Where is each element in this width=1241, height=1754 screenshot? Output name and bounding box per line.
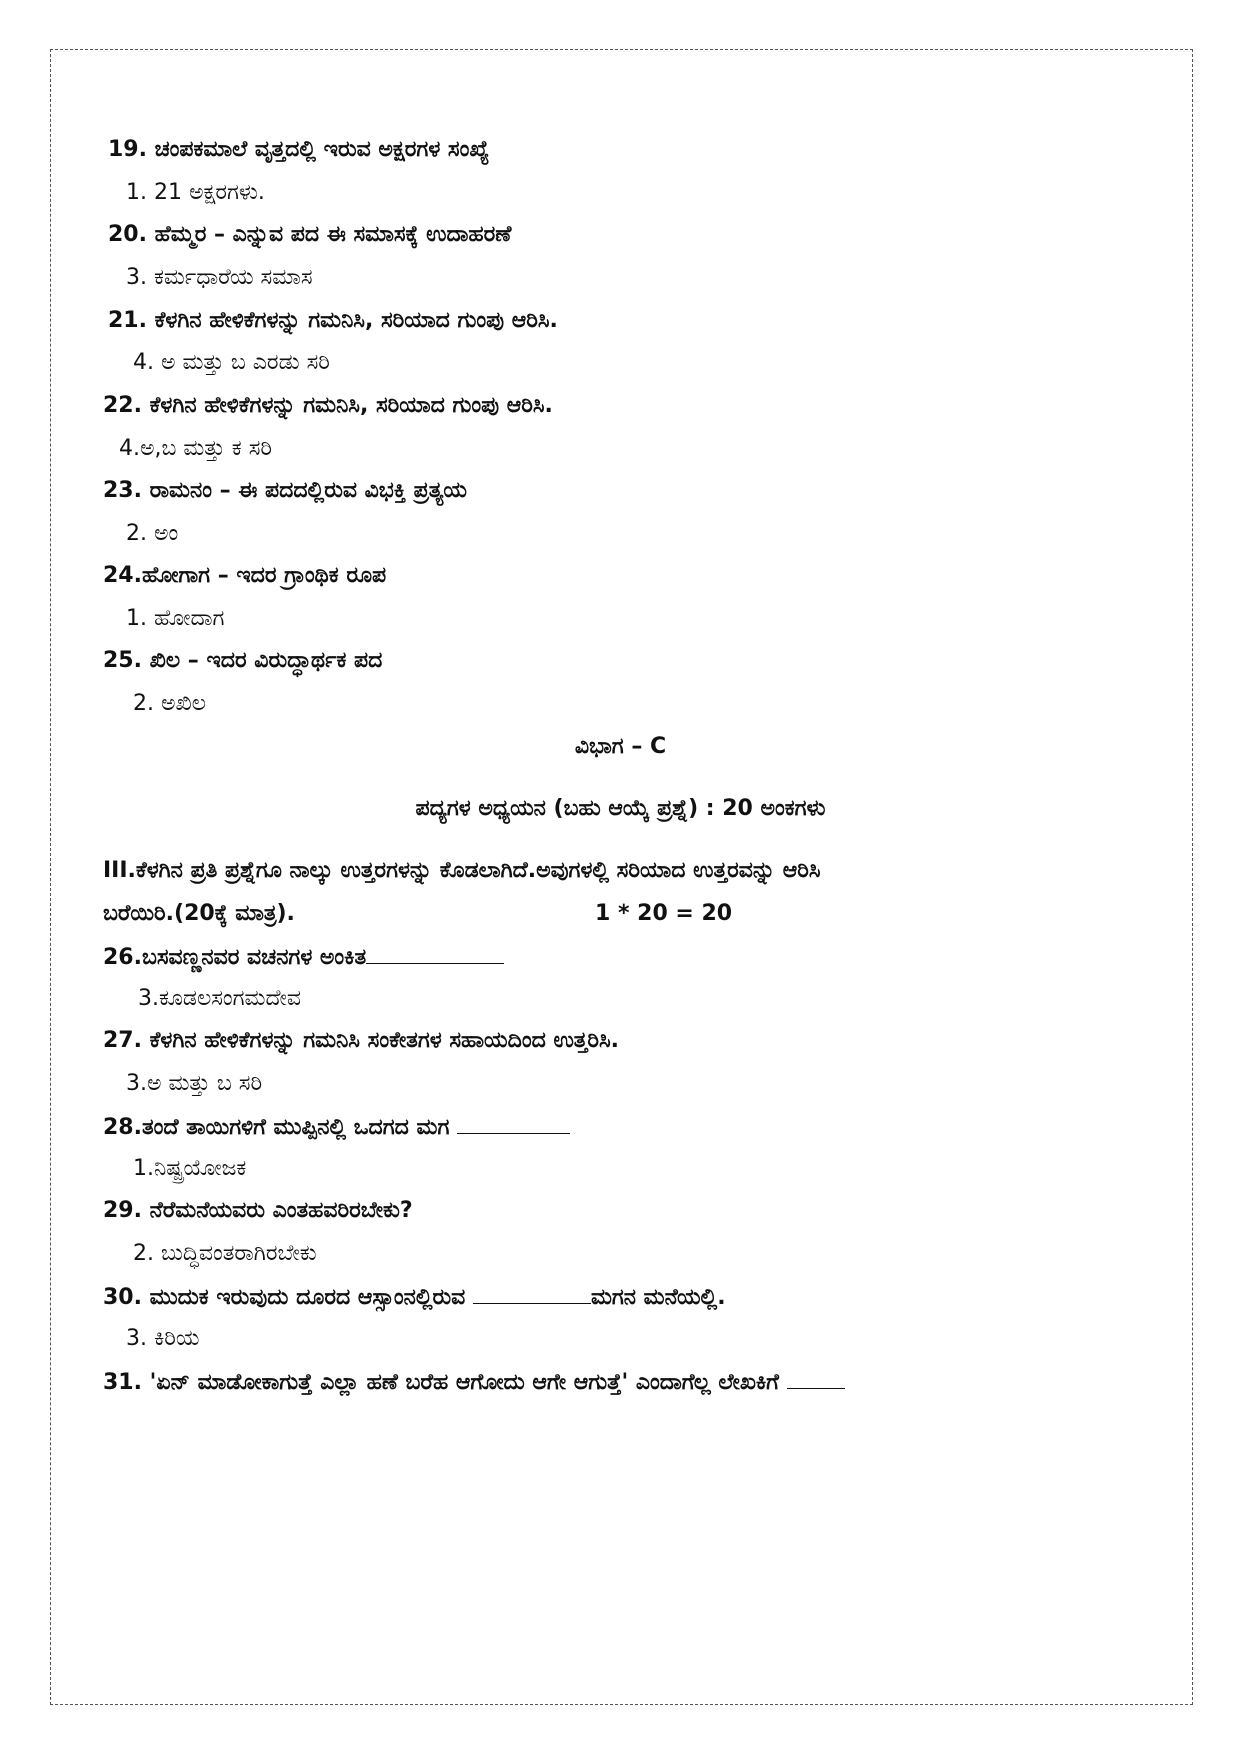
- answer-24: 1. ಹೋದಾಗ: [126, 606, 225, 631]
- answer-19: 1. 21 ಅಕ್ಷರಗಳು.: [126, 180, 265, 205]
- question-text: ಕೆಳಗಿನ ಹೇಳಿಕೆಗಳನ್ನು ಗಮನಿಸಿ, ಸರಿಯಾದ ಗುಂಪು ಆರಿಸಿ.: [154, 308, 558, 333]
- answer-28: 1.ನಿಷ್ಪ್ರಯೋಜಕ: [133, 1156, 247, 1181]
- question-number: 22.: [103, 393, 142, 418]
- question-27: [103, 1026, 619, 1056]
- question-20: [108, 220, 511, 250]
- question-number: 26.: [103, 945, 142, 970]
- question-28: [103, 1111, 570, 1143]
- answer-25: 2. ಅಖಿಲ: [133, 691, 206, 716]
- question-19: [108, 135, 489, 165]
- question-number: 19.: [108, 137, 147, 162]
- question-22: [103, 391, 553, 421]
- question-text: ಕೆಳಗಿನ ಹೇಳಿಕೆಗಳನ್ನು ಗಮನಿಸಿ ಸಂಕೇತಗಳ ಸಹಾಯದಿಂದ ಉತ್ತರಿಸಿ.: [149, 1028, 619, 1053]
- answer-21: 4. ಅ ಮತ್ತು ಬ ಎರಡು ಸರಿ: [133, 350, 330, 375]
- question-number: 30.: [103, 1285, 142, 1310]
- question-number: 24.: [103, 563, 142, 588]
- answer-29: 2. ಬುದ್ಧಿವಂತರಾಗಿರಬೇಕು: [133, 1241, 317, 1266]
- question-number: 23.: [103, 478, 142, 503]
- section-subtitle: ಪದ್ಯಗಳ ಅಧ್ಯಯನ (ಬಹು ಆಯ್ಕೆ ಪ್ರಶ್ನೆ) : 20 ಅಂಕಗಳು: [415, 796, 826, 821]
- question-25: [103, 646, 382, 676]
- question-text: ಬಸವಣ್ಣನವರ ವಚನಗಳ ಅಂಕಿತ: [141, 945, 367, 970]
- question-text: ರಾಮನಂ – ಈ ಪದದಲ್ಲಿರುವ ವಿಭಕ್ತಿ ಪ್ರತ್ಯಯ: [149, 478, 467, 503]
- question-23: [103, 476, 467, 506]
- question-number: 29.: [103, 1198, 142, 1223]
- question-30: [103, 1281, 726, 1313]
- answer-blank: [787, 1366, 845, 1389]
- answer-27: 3.ಅ ಮತ್ತು ಬ ಸರಿ: [126, 1071, 263, 1096]
- question-21: [108, 306, 558, 336]
- question-text: ಹೋಗಾಗ – ಇದರ ಗ್ರಾಂಥಿಕ ರೂಪ: [141, 563, 387, 588]
- answer-blank: [473, 1281, 591, 1304]
- question-number: 21.: [108, 308, 147, 333]
- answer-22: 4.ಅ,ಬ ಮತ್ತು ಕ ಸರಿ: [119, 436, 273, 461]
- answer-30: 3. ಕಿರಿಯ: [126, 1326, 200, 1351]
- question-text: ಮುದುಕ ಇರುವುದು ದೂರದ ಆಸ್ಸಾಂನಲ್ಲಿರುವ: [149, 1285, 466, 1310]
- question-31: [103, 1366, 845, 1398]
- question-text: ಹೆಮ್ಮರ – ಎನ್ನುವ ಪದ ಈ ಸಮಾಸಕ್ಕೆ ಉದಾಹರಣೆ: [154, 222, 512, 247]
- question-number: 20.: [108, 222, 147, 247]
- question-number: 25.: [103, 648, 142, 673]
- question-number: 27.: [103, 1028, 142, 1053]
- question-number: 28.: [103, 1115, 142, 1140]
- question-24: [103, 561, 386, 591]
- answer-26: 3.ಕೂಡಲಸಂಗಮದೇವ: [138, 986, 302, 1011]
- question-text: ಕೆಳಗಿನ ಹೇಳಿಕೆಗಳನ್ನು ಗಮನಿಸಿ, ಸರಿಯಾದ ಗುಂಪು ಆರಿಸಿ.: [149, 393, 553, 418]
- question-26: [103, 941, 504, 973]
- question-text: 'ಏನ್ ಮಾಡೋಕಾಗುತ್ತೆ ಎಲ್ಲಾ ಹಣೆ ಬರೆಹ ಆಗೋದು ಆಗೇ ಆಗುತ್ತೆ' ಎಂದಾಗೆಲ್ಲ ಲೇಖಕಿಗೆ: [149, 1370, 779, 1395]
- question-text: ನೆರೆಮನೆಯವರು ಎಂತಹವರಿರಬೇಕು?: [149, 1198, 413, 1223]
- answer-23: 2. ಅಂ: [126, 521, 179, 546]
- answer-20: 3. ಕರ್ಮಧಾರೆಯ ಸಮಾಸ: [126, 265, 313, 290]
- question-text: ಖಿಲ – ಇದರ ವಿರುದ್ಧಾರ್ಥಕ ಪದ: [149, 648, 383, 673]
- question-text: ತಂದೆ ತಾಯಿಗಳಿಗೆ ಮುಪ್ಪಿನಲ್ಲಿ ಒದಗದ ಮಗ: [141, 1115, 450, 1140]
- question-text-after: ಮಗನ ಮನೆಯಲ್ಲಿ.: [590, 1285, 726, 1310]
- answer-blank: [457, 1111, 570, 1134]
- instruction-line-1: III.ಕೆಳಗಿನ ಪ್ರತಿ ಪ್ರಶ್ನೆಗೂ ನಾಲ್ಕು ಉತ್ತರಗಳನ್ನು ಕೊಡಲಾಗಿದೆ.ಅವುಗಳಲ್ಲಿ ಸರಿಯಾದ ಉತ್ತರವನ್ನು ಆರಿಸಿ: [103, 858, 821, 883]
- question-29: [103, 1196, 413, 1226]
- question-text: ಚಂಪಕಮಾಲೆ ವೃತ್ತದಲ್ಲಿ ಇರುವ ಅಕ್ಷರಗಳ ಸಂಖ್ಯೆ: [154, 137, 490, 162]
- section-title: ವಿಭಾಗ – C: [574, 734, 667, 759]
- question-number: 31.: [103, 1370, 142, 1395]
- answer-blank: [366, 941, 504, 964]
- instruction-marks: 1 * 20 = 20: [595, 901, 733, 926]
- instruction-line-2: ಬರೆಯಿರಿ.(20ಕ್ಕೆ ಮಾತ್ರ).: [103, 901, 295, 926]
